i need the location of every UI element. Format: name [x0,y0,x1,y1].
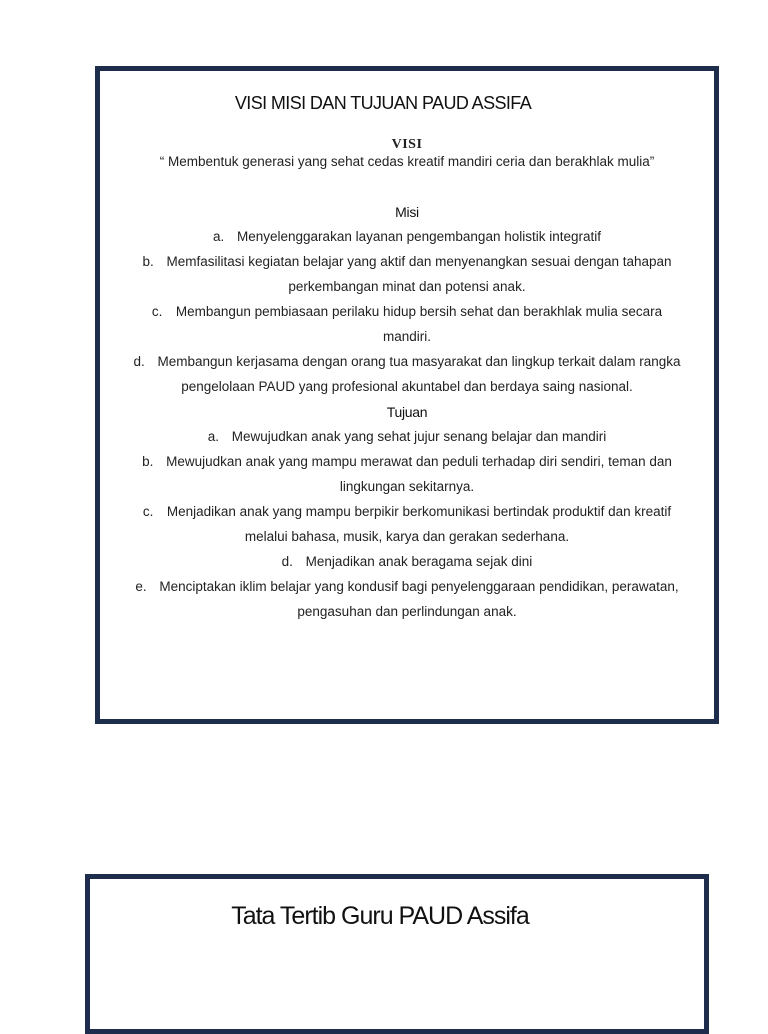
tujuan-item-line [100,574,714,599]
tujuan-item-marker: c. [142,504,154,519]
misi-item-line [100,349,714,374]
misi-item-line [100,374,714,399]
misi-item-text: Membangun pembiasaan perilaku hidup bersih sehat dan berakhlak mulia secara mandiri. [175,304,663,344]
tujuan-item-line [100,499,714,524]
misi-item-line [100,224,714,249]
tujuan-item-marker: b. [142,454,154,469]
tujuan-item-text: lingkungan sekitarnya. [339,479,475,494]
tujuan-item-text: Mewujudkan anak yang mampu merawat dan peduli terhadap diri sendiri, teman dan [166,454,672,469]
tujuan-item-text: pengasuhan dan perlindungan anak. [297,604,517,619]
tujuan-item-marker: a. [207,429,220,444]
page-title: VISI MISI DAN TUJUAN PAUD ASSIFA [234,93,532,113]
misi-list [100,224,714,399]
misi-item-marker: a. [213,229,225,244]
visi-misi-box [95,66,719,724]
tujuan-item-text: Menjadikan anak yang mampu berpikir berkomunikasi bertindak produktif dan kreatif [166,504,672,519]
tujuan-list [100,424,714,624]
misi-item-text: pengelolaan PAUD yang profesional akuntabel dan berdaya saing nasional. [181,379,633,394]
tujuan-item-text: melalui bahasa, musik, karya dan gerakan sederhana. [244,529,570,544]
misi-item-marker: b. [142,254,154,269]
tujuan-item-line [100,449,714,474]
misi-item-text: Membangun kerjasama dengan orang tua masyarakat dan lingkup terkait dalam rangka [157,354,681,369]
tujuan-item-line [100,524,714,549]
tujuan-heading: Tujuan [386,404,428,420]
misi-item-marker: c. [151,304,163,319]
misi-item-line [100,299,714,349]
misi-item-marker: d. [133,354,145,369]
tujuan-item-line [100,424,714,449]
misi-item-line [100,249,714,274]
misi-item-text: Menyelenggarakan layanan pengembangan holistik integratif [237,229,601,244]
tujuan-item-marker: d. [281,554,293,569]
tujuan-item-line [100,474,714,499]
visi-heading: VISI [391,137,423,152]
misi-item-line [100,274,714,299]
tujuan-item-text: Mewujudkan anak yang sehat jujur senang belajar dan mandiri [231,429,607,444]
misi-item-text: Memfasilitasi kegiatan belajar yang aktif dan menyenangkan sesuai dengan tahapan [166,254,672,269]
tujuan-item-line [100,599,714,624]
tata-tertib-box [85,874,709,1034]
visi-statement: “ Membentuk generasi yang sehat cedas kreatif mandiri ceria dan berakhlak mulia” [159,154,655,169]
tujuan-item-marker: e. [135,579,147,594]
misi-heading: Misi [395,204,419,220]
tata-tertib-title: Tata Tertib Guru PAUD Assifa [231,902,529,930]
misi-item-text: perkembangan minat dan potensi anak. [288,279,526,294]
tujuan-item-text: Menciptakan iklim belajar yang kondusif bagi penyelenggaraan pendidikan, perawatan, [159,579,679,594]
tujuan-item-line [100,549,714,574]
tujuan-item-text: Menjadikan anak beragama sejak dini [305,554,533,569]
